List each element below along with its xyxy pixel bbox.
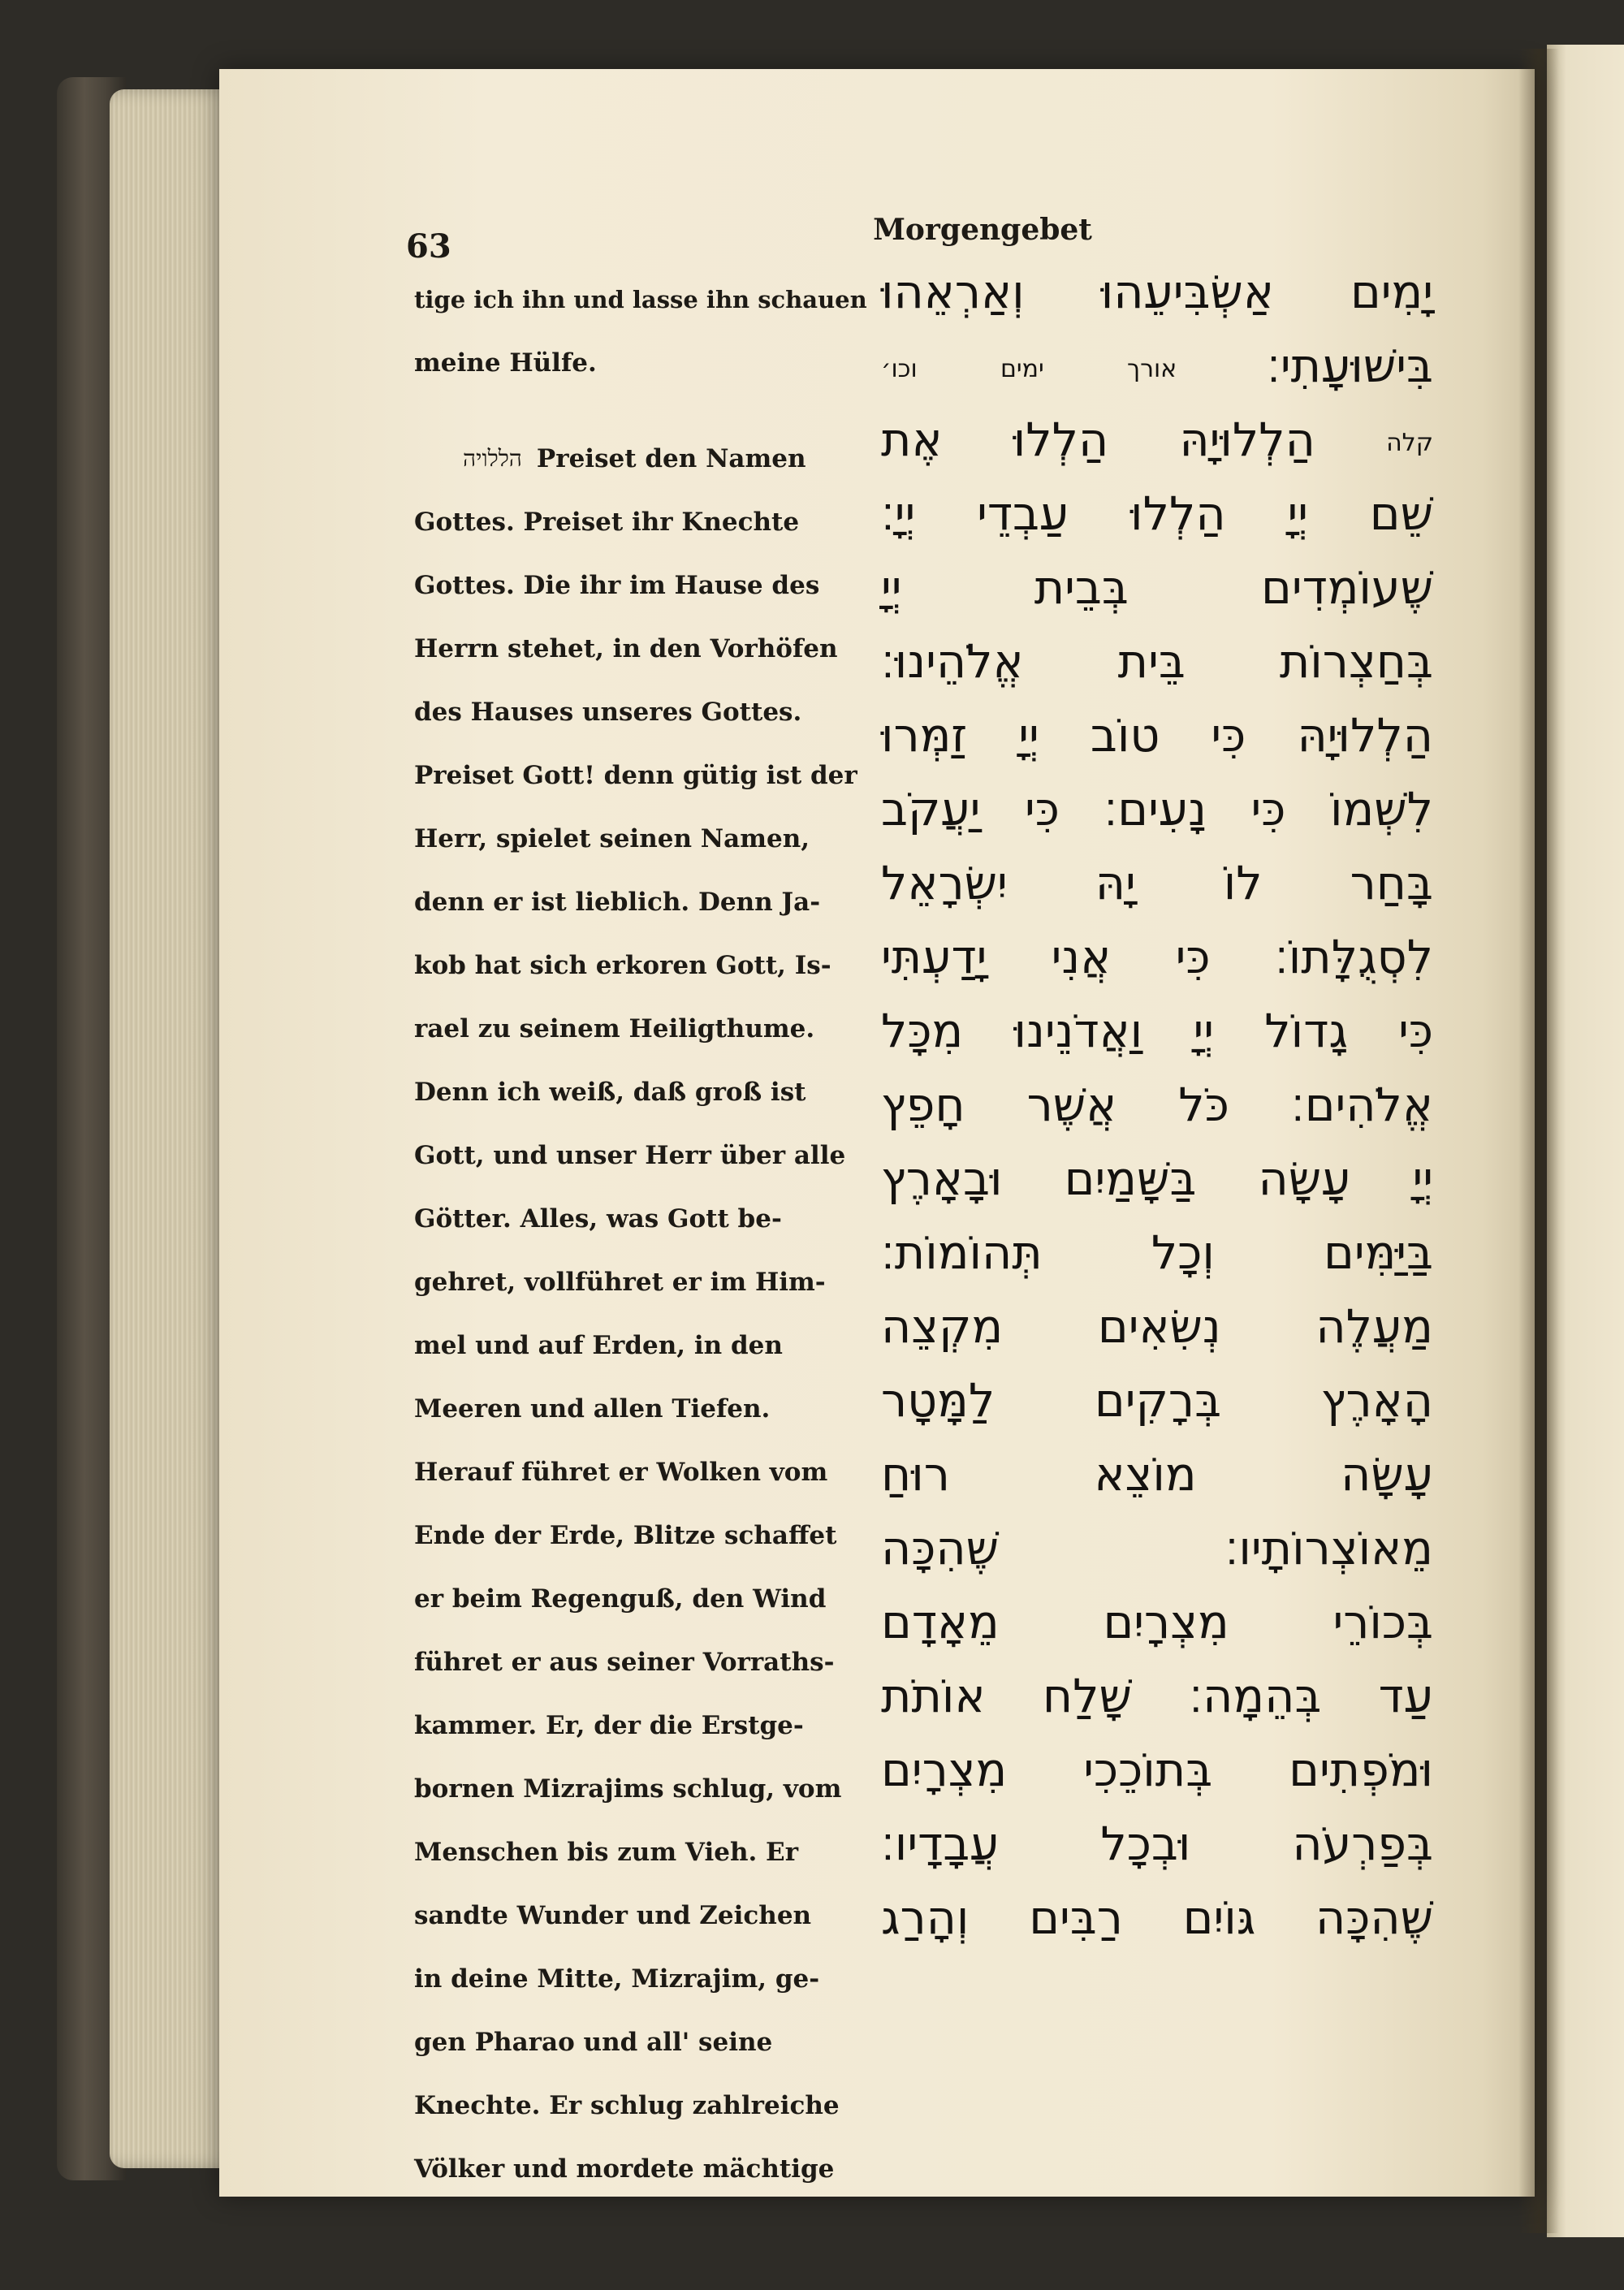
german-line — [414, 427, 877, 490]
hebrew-line: שֶׁעוֹמְדִים בְּבֵית יְיָ — [881, 561, 1433, 615]
page-edges — [110, 89, 231, 2168]
hebrew-line: בַּיַּמִּים וְכָל תְּהוֹמוֹת׃ — [881, 1226, 1433, 1280]
german-line: Denn ich weiß, daß groß ist — [414, 1078, 806, 1107]
german-line: sandte Wunder und Zeichen — [414, 1901, 812, 1930]
german-line: in deine Mitte, Mizrajim, ge- — [414, 1964, 820, 1994]
hebrew-line: בְּפַרְעֹה וּבְכָל עֲבָדָיו׃ — [881, 1817, 1433, 1871]
german-line: Herrn stehet, in den Vorhöfen — [414, 634, 838, 663]
hebrew-line: לִשְׁמוֹ כִּי נָעִים׃ כִּי יַעֲקֹב — [881, 783, 1433, 836]
page-number: 63 — [406, 227, 451, 266]
german-line: Preiset Gott! denn gütig ist der — [414, 761, 857, 790]
hebrew-line: מַעֲלֶה נְשִׂאִים מִקְצֵה — [881, 1300, 1433, 1354]
running-head: Morgengebet — [873, 213, 1092, 247]
german-line-text: Preiset den Namen — [536, 444, 806, 473]
hebrew-line: יָמִים אַשְׂבִּיעֵהוּ וְאַרְאֵהוּ — [881, 266, 1433, 319]
german-line: bornen Mizrajims schlug, vom — [414, 1774, 842, 1804]
hebrew-line: וּמֹפְתִים בְּתוֹכֵכִי מִצְרָיִם — [881, 1743, 1433, 1797]
german-line: Gott, und unser Herr über alle — [414, 1141, 846, 1170]
german-line: denn er ist lieblich. Denn Ja- — [414, 888, 821, 917]
german-line: Gottes. Die ihr im Hause des — [414, 571, 820, 600]
german-line: kammer. Er, der die Erstge- — [414, 1711, 804, 1740]
hebrew-line: יְיָ עָשָׂה בַּשָּׁמַיִם וּבָאָרֶץ — [881, 1152, 1433, 1206]
hebrew-line: שֶׁהִכָּה גּוֹיִם רַבִּים וְהָרַג — [881, 1891, 1433, 1945]
hebrew-line: הָאָרֶץ בְּרָקִים לַמָּטָר — [881, 1374, 1433, 1428]
hebrew-line: בְּחַצְרוֹת בֵּית אֱלֹהֵינוּ׃ — [881, 635, 1433, 689]
hebrew-line: בְּכוֹרֵי מִצְרָיִם מֵאָדָם — [881, 1596, 1433, 1649]
hebrew-line: עַד בְּהֵמָה׃ שָׁלַח אוֹתֹת — [881, 1670, 1433, 1723]
german-translation-column — [414, 268, 877, 2201]
german-line: gehret, vollführet er im Him- — [414, 1268, 826, 1297]
hebrew-line-text: בִּישׁוּעָתִי׃ — [1267, 339, 1433, 393]
hebrew-text-column — [881, 256, 1433, 1955]
german-line: Herauf führet er Wolken vom — [414, 1458, 828, 1487]
german-line: Knechte. Er schlug zahlreiche — [414, 2091, 840, 2120]
german-line: Meeren und allen Tiefen. — [414, 1394, 771, 1424]
german-line: Herr, spielet seinen Namen, — [414, 824, 810, 853]
german-line: er beim Regenguß, den Wind — [414, 1584, 827, 1614]
hebrew-marker: הללויה — [463, 445, 522, 472]
hebrew-line: כִּי גָדוֹל יְיָ וַאֲדֹנֵינוּ מִכָּל — [881, 1005, 1433, 1058]
german-line: führet er aus seiner Vorraths- — [414, 1648, 835, 1677]
german-line: des Hauses unseres Gottes. — [414, 698, 802, 727]
hebrew-line — [881, 330, 1433, 404]
hebrew-line — [881, 404, 1433, 477]
german-line: Völker und mordete mächtige — [414, 2154, 835, 2184]
german-line: meine Hülfe. — [414, 348, 597, 378]
hebrew-line: הַלְלוּיָהּ כִּי טוֹב יְיָ זַמְּרוּ — [881, 709, 1433, 763]
hebrew-rubric: אורך ימים וכו׳ — [881, 354, 1177, 383]
german-line: gen Pharao und all' seine — [414, 2028, 773, 2057]
hebrew-line: מֵאוֹצְרוֹתָיו׃ שֶׁהִכָּה — [881, 1522, 1433, 1575]
hebrew-line: עָשָׂה מוֹצֵא רוּחַ — [881, 1448, 1433, 1501]
german-line: mel und auf Erden, in den — [414, 1331, 783, 1360]
hebrew-rubric: קלה — [1386, 428, 1433, 457]
hebrew-line: לִסְגֻלָּתוֹ׃ כִּי אֲנִי יָדַעְתִּי — [881, 931, 1433, 984]
german-line: Götter. Alles, was Gott be- — [414, 1204, 782, 1234]
hebrew-line: בָּחַר לוֹ יָהּ יִשְׂרָאֵל — [881, 857, 1433, 910]
book-gutter — [1518, 49, 1559, 2233]
hebrew-line-text: הַלְלוּיָהּ הַלְלוּ אֶת — [881, 413, 1315, 467]
hebrew-line: שֵׁם יְיָ הַלְלוּ עַבְדֵי יְיָ׃ — [881, 487, 1433, 541]
german-line: Menschen bis zum Vieh. Er — [414, 1838, 799, 1867]
hebrew-line: אֱלֹהִים׃ כֹּל אֲשֶׁר חָפֵץ — [881, 1078, 1433, 1132]
german-line: rael zu seinem Heiligthume. — [414, 1014, 815, 1043]
german-line: tige ich ihn und lasse ihn schauen — [414, 286, 867, 313]
german-line: Ende der Erde, Blitze schaffet — [414, 1521, 837, 1550]
german-line: kob hat sich erkoren Gott, Is- — [414, 951, 831, 980]
german-line: Gottes. Preiset ihr Knechte — [414, 508, 800, 537]
